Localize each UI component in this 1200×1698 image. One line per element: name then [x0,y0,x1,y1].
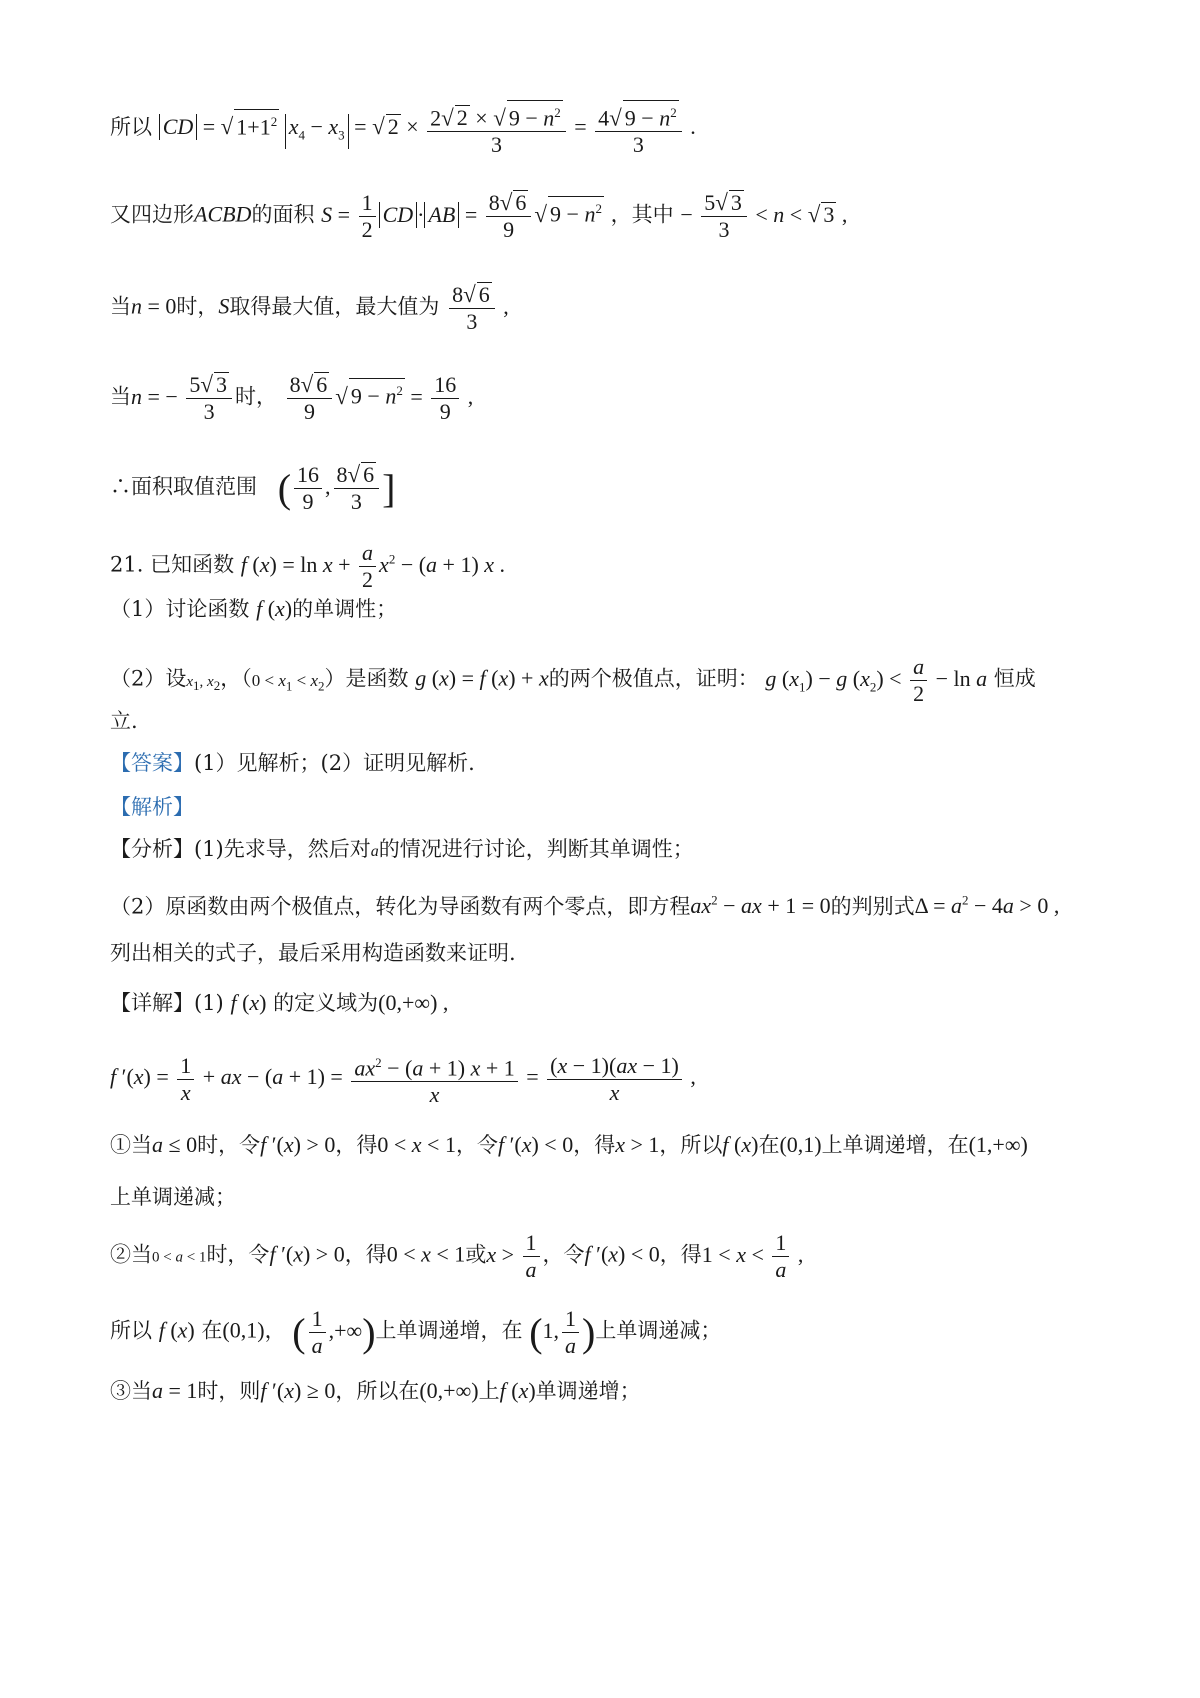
line-min-value: 当n = − $\frac{5√ 3}{3}$ 时， $\frac{8√ 6}{9}$ √ $9 - n^2$ = $\frac{16}{9}$ , [110,372,474,424]
line-max-value: 当n = 0时，S取得最大值，最大值为 $\frac{8√ 6}{3}$ , [110,282,509,334]
question-21-stem: 21. 已知函数 f (x) = ln x + $\frac{a}{2}$ $x^2 - (a + 1)$ x . [110,540,506,592]
answer-line: 【答案】(1）见解析；(2）证明见解析. [110,751,475,775]
question-21-part2: （2）设$x_1$, $x_2$，$(0 < x_1 < x_2)$是函数 g (x) = f (x) + x的两个极值点，证明： g $(x_1) - g$ $(x_2)$ < $\frac{a}{2}$ − ln a 恒成 [110,654,1036,706]
fenxi-line-3: 列出相关的式子，最后采用构造函数来证明. [110,941,516,965]
detail-line-1: 【详解】(1) f (x) 的定义域为(0,+∞) , [110,990,449,1015]
answer-label: 【答案】 [110,751,194,775]
line-cd-length: 所以 CD = √ $1+1^2$ $x_4 - x_3$ = √ 2 × $\frac{2√ 2 \times √ 9 - n^2}{3}$ = $\frac{4√ 9 - n^2}{3}$ . [110,100,696,158]
question-21-part2-wrap: 立. [110,709,138,733]
analysis-label-line [110,792,194,822]
case3-line: ③当a = 1时，则f ′(x) ≥ 0，所以在(0,+∞)上f (x)单调递增； [110,1378,641,1403]
case1-line-wrap: 上单调递减； [110,1185,236,1209]
analysis-label: 【解析】 [110,795,194,819]
fenxi-line-1: 【分析】(1)先求导，然后对a的情况进行讨论，判断其单调性； [110,837,694,861]
fenxi-line-2: （2）原函数由两个极值点，转化为导函数有两个零点，即方程$ax^2$ − ax + 1 = 0的判别式$\Delta = a^2 - 4a > 0$ , [110,893,1060,919]
question-21-part1: （1）讨论函数 f (x)的单调性； [110,596,398,621]
line-area-formula: 又四边形ACBD的面积 S = $\frac{1}{2}$ CD · AB = $\frac{8√ 6}{9}$ √ $9 - n^2$ ，其中 − $\frac{5√ 3}{3}$ < n < √ 3 , [110,190,848,242]
derivative-line: f ′(x) = $\frac{1}{x}$ + ax − (a + 1) = $\frac{ax^2 - (a + 1) x + 1}{x}$ = $\frac{(x - 1)(ax - 1)}{x}$ , [110,1050,696,1108]
case2-line: ②当0 < a < 1时，令f ′(x) > 0，得0 < x < 1或x > $\frac{1}{a}$ ，令f ′(x) < 0，得1 < x < $\frac{1}{a}$ , [110,1230,804,1282]
case2-line-2: 所以 f (x) 在(0,1)， ( $\frac{1}{a}$ ,+∞)上单调递增，在 (1, $\frac{1}{a}$ )上单调递减； [110,1306,722,1358]
case1-line: ①当a ≤ 0时，令f ′(x) > 0，得0 < x < 1，令f ′(x) < 0，得x > 1，所以f (x)在(0,1)上单调递增，在(1,+∞) [110,1132,1028,1157]
line-area-range: ∴面积取值范围 ( $\frac{16}{9}$ , $\frac{8√ 6}{3}$ ] [110,462,396,514]
